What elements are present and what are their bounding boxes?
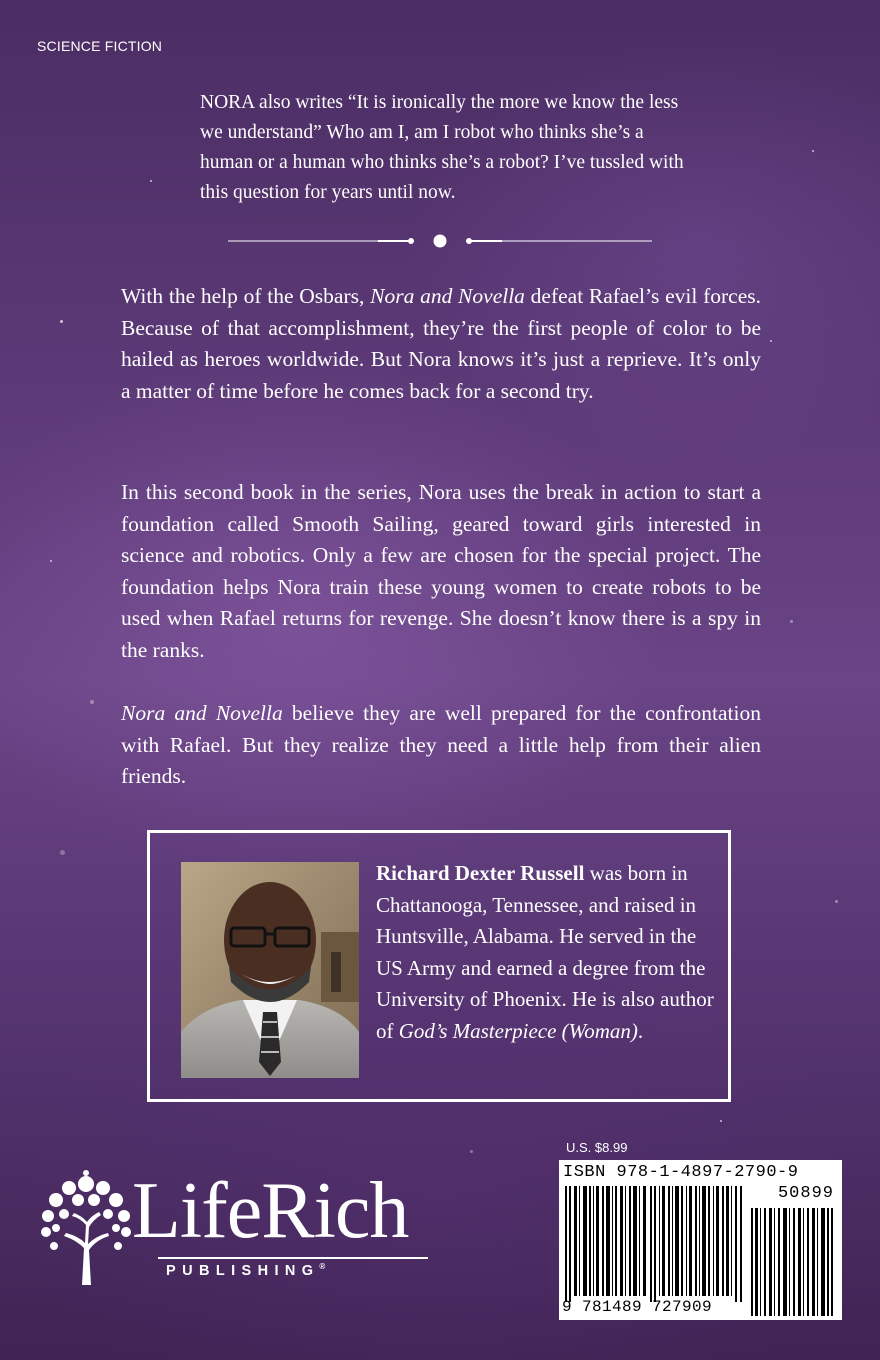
author-bio-text: Richard Dexter Russell was born in Chattanooga, Tennessee, and raised in Huntsville, Alabama. He served in the US Army and earned a degree from the University of Phoenix. He is also author of God’s Masterpiece (Woman). xyxy=(376,861,714,1043)
price-label: U.S. $8.99 xyxy=(566,1140,628,1155)
pull-quote: NORA also writes “It is ironically the more we know the less we understand” Who am I, am I robot who thinks she’s a human or a human who thinks she’s a robot? I’ve tussled with this question for years until now. xyxy=(200,92,684,203)
blurb-paragraph-2: In this second book in the series, Nora uses the break in action to start a foundation called Smooth Sailing, geared toward girls interested in science and robotics. Only a few are chosen for the special project. The foundation helps Nora train these young women to create robots to be used when Rafael returns for revenge. She doesn’t know there is a spy in the ranks. xyxy=(121,480,761,662)
publisher-logo-subtitle: PUBLISHING® xyxy=(166,1262,326,1279)
blurb-paragraph-1: With the help of the Osbars, Nora and Novella defeat Rafael’s evil forces. Because of that accomplishment, they’re the first people of color to be hailed as heroes worldwide. But Nora knows it’s just a reprieve. It’s only a matter of time before he comes back for a second try. xyxy=(121,284,761,403)
price-code: 50899 xyxy=(777,1184,834,1203)
genre-label: SCIENCE FICTION xyxy=(37,38,163,54)
publisher-logo-name: LifeRich xyxy=(132,1167,409,1255)
isbn-digits: 9 781489 727909 xyxy=(562,1298,713,1316)
book-title: Nora and Novella xyxy=(121,701,283,725)
ornamental-divider xyxy=(228,230,652,252)
addon-barcode-bars xyxy=(751,1208,835,1316)
main-barcode-bars xyxy=(565,1186,743,1302)
isbn-label: ISBN 978-1-4897-2790-9 xyxy=(563,1163,799,1182)
isbn-barcode xyxy=(559,1160,842,1320)
book-title: Nora and Novella xyxy=(370,284,525,308)
blurb-paragraph-3: Nora and Novella believe they are well prepared for the confrontation with Rafael. But they realize they need a little help from their alien friends. xyxy=(121,701,761,788)
tree-logo-icon xyxy=(36,1170,136,1285)
author-photo xyxy=(181,862,359,1078)
other-book-title: God’s Masterpiece (Woman) xyxy=(398,1018,638,1043)
author-name: Richard Dexter Russell xyxy=(376,861,585,885)
logo-divider xyxy=(158,1257,428,1259)
